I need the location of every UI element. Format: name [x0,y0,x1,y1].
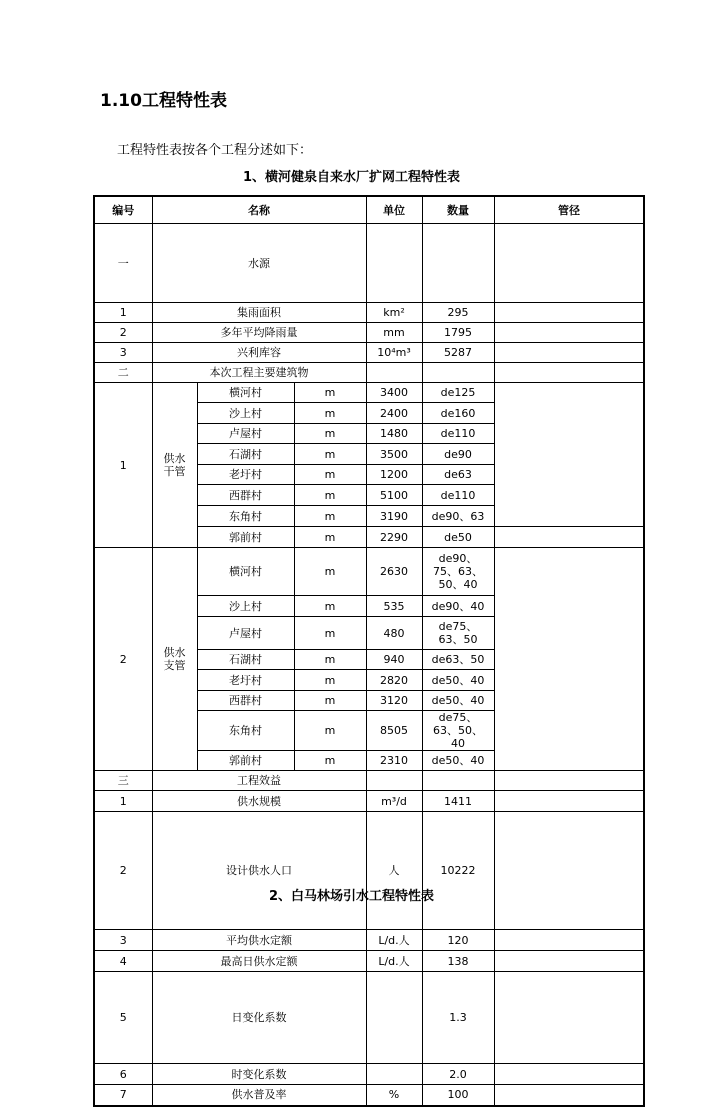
pipe-cell [494,323,644,343]
village-name: 东角村 [197,711,294,751]
qty-cell: 3400 [366,383,422,403]
row-name: 供水普及率 [152,1085,366,1106]
qty-cell: 1200 [366,465,422,485]
intro-text: 工程特性表按各个工程分述如下： [117,143,313,158]
unit-cell: m [294,506,366,527]
unit-cell: mm [366,323,422,343]
table-row [94,548,644,596]
pipe-cell: de50、40 [422,691,494,711]
table-row [94,972,644,1064]
qty-cell: 5287 [422,343,494,363]
pipe-cell: de90、40 [422,596,494,617]
unit-cell: L/d.人 [366,951,422,972]
unit-cell [366,224,422,303]
pipe-cell [494,951,644,972]
qty-cell: 120 [422,930,494,951]
section-no: 一 [94,224,152,303]
table1-title: 1、横河健泉自来水厂扩网工程特性表 [242,170,461,185]
section-name: 水源 [152,224,366,303]
unit-cell: % [366,1085,422,1106]
unit-cell [366,1064,422,1085]
section-no: 二 [94,363,152,383]
remark-cell [494,383,644,527]
qty-cell: 2820 [366,670,422,691]
qty-cell [422,224,494,303]
unit-cell: m [294,650,366,670]
pipe-cell: de160 [422,403,494,424]
group-label: 供水干管 [152,383,197,548]
qty-cell: 1411 [422,791,494,812]
table-row [94,812,644,930]
unit-cell: m [294,670,366,691]
table-row [94,343,644,363]
village-name: 西群村 [197,691,294,711]
row-name: 平均供水定额 [152,930,366,951]
village-name: 石湖村 [197,444,294,465]
table-row [94,930,644,951]
row-no: 3 [94,343,152,363]
pipe-cell: de110 [422,485,494,506]
qty-cell: 1.3 [422,972,494,1064]
table-row [94,323,644,343]
row-no: 1 [94,791,152,812]
row-name: 兴利库容 [152,343,366,363]
header-row [94,196,644,224]
village-name: 郭前村 [197,527,294,548]
unit-cell: m [294,548,366,596]
spec-table [93,195,645,1107]
section-row [94,771,644,791]
pipe-cell [494,791,644,812]
qty-cell: 8505 [366,711,422,751]
qty-cell: 940 [366,650,422,670]
pipe-cell [494,930,644,951]
header-unit: 单位 [366,196,422,224]
pipe-cell: de90、75、63、50、40 [422,548,494,596]
qty-cell: 480 [366,617,422,650]
remark-cell [494,527,644,548]
pipe-cell: de50、40 [422,670,494,691]
village-name: 西群村 [197,485,294,506]
header-no: 编号 [94,196,152,224]
unit-cell: m [294,596,366,617]
unit-cell: L/d.人 [366,930,422,951]
unit-cell: m [294,691,366,711]
qty-cell [422,771,494,791]
pipe-cell [494,1064,644,1085]
header-qty: 数量 [422,196,494,224]
header-name: 名称 [152,196,366,224]
group-label: 供水支管 [152,548,197,771]
row-no: 1 [94,303,152,323]
row-no: 4 [94,951,152,972]
row-name: 时变化系数 [152,1064,366,1085]
row-no: 2 [94,323,152,343]
table-row [94,1064,644,1085]
qty-cell: 5100 [366,485,422,506]
unit-cell: m [294,444,366,465]
village-name: 沙上村 [197,596,294,617]
table-row [94,383,644,403]
village-name: 卢屋村 [197,617,294,650]
row-no: 2 [94,812,152,930]
pipe-cell: de50、40 [422,751,494,771]
pipe-cell [494,812,644,930]
pipe-cell: de75、63、50、40 [422,711,494,751]
unit-cell: m [294,527,366,548]
table2-title: 2、白马林场引水工程特性表 [268,889,435,904]
qty-cell: 295 [422,303,494,323]
header-pipe: 管径 [494,196,644,224]
unit-cell: m³/d [366,791,422,812]
pipe-cell [494,771,644,791]
qty-cell: 10222 [422,812,494,930]
remark-cell [494,548,644,771]
section-name: 本次工程主要建筑物 [152,363,366,383]
qty-cell: 2310 [366,751,422,771]
section-heading: 1.10工程特性表 [100,91,227,111]
pipe-cell [494,224,644,303]
unit-cell [366,771,422,791]
unit-cell: m [294,465,366,485]
section-row [94,363,644,383]
row-name: 集雨面积 [152,303,366,323]
village-name: 卢屋村 [197,424,294,444]
row-no: 7 [94,1085,152,1106]
unit-cell: 人 [366,812,422,930]
unit-cell: m [294,383,366,403]
pipe-cell: de90、63 [422,506,494,527]
table-row [94,1085,644,1106]
pipe-cell [494,972,644,1064]
qty-cell: 2400 [366,403,422,424]
row-name: 多年平均降雨量 [152,323,366,343]
table-row [94,303,644,323]
qty-cell: 1795 [422,323,494,343]
row-no: 3 [94,930,152,951]
qty-cell: 138 [422,951,494,972]
group-no: 2 [94,548,152,771]
unit-cell: km² [366,303,422,323]
pipe-cell: de63 [422,465,494,485]
unit-cell [366,363,422,383]
unit-cell: m [294,751,366,771]
row-name: 日变化系数 [152,972,366,1064]
unit-cell [366,972,422,1064]
qty-cell: 2290 [366,527,422,548]
village-name: 横河村 [197,548,294,596]
village-name: 石湖村 [197,650,294,670]
unit-cell: m [294,403,366,424]
section-name: 工程效益 [152,771,366,791]
table-row [94,951,644,972]
unit-cell: m [294,711,366,751]
table-row [94,791,644,812]
village-name: 老圩村 [197,670,294,691]
pipe-cell [494,303,644,323]
row-name: 最高日供水定额 [152,951,366,972]
qty-cell: 1480 [366,424,422,444]
qty-cell: 3190 [366,506,422,527]
pipe-cell: de90 [422,444,494,465]
unit-cell: 10⁴m³ [366,343,422,363]
row-no: 5 [94,972,152,1064]
unit-cell: m [294,424,366,444]
qty-cell: 2.0 [422,1064,494,1085]
row-no: 6 [94,1064,152,1085]
pipe-cell: de75、63、50 [422,617,494,650]
village-name: 东角村 [197,506,294,527]
pipe-cell: de50 [422,527,494,548]
qty-cell: 3500 [366,444,422,465]
qty-cell [422,363,494,383]
qty-cell: 100 [422,1085,494,1106]
pipe-cell [494,343,644,363]
row-name: 设计供水人口 [152,812,366,930]
village-name: 老圩村 [197,465,294,485]
qty-cell: 535 [366,596,422,617]
unit-cell: m [294,617,366,650]
qty-cell: 2630 [366,548,422,596]
section-row [94,224,644,303]
village-name: 横河村 [197,383,294,403]
pipe-cell [494,363,644,383]
section-no: 三 [94,771,152,791]
qty-cell: 3120 [366,691,422,711]
pipe-cell: de110 [422,424,494,444]
pipe-cell: de63、50 [422,650,494,670]
village-name: 沙上村 [197,403,294,424]
unit-cell: m [294,485,366,506]
row-name: 供水规模 [152,791,366,812]
pipe-cell [494,1085,644,1106]
group-no: 1 [94,383,152,548]
pipe-cell: de125 [422,383,494,403]
village-name: 郭前村 [197,751,294,771]
